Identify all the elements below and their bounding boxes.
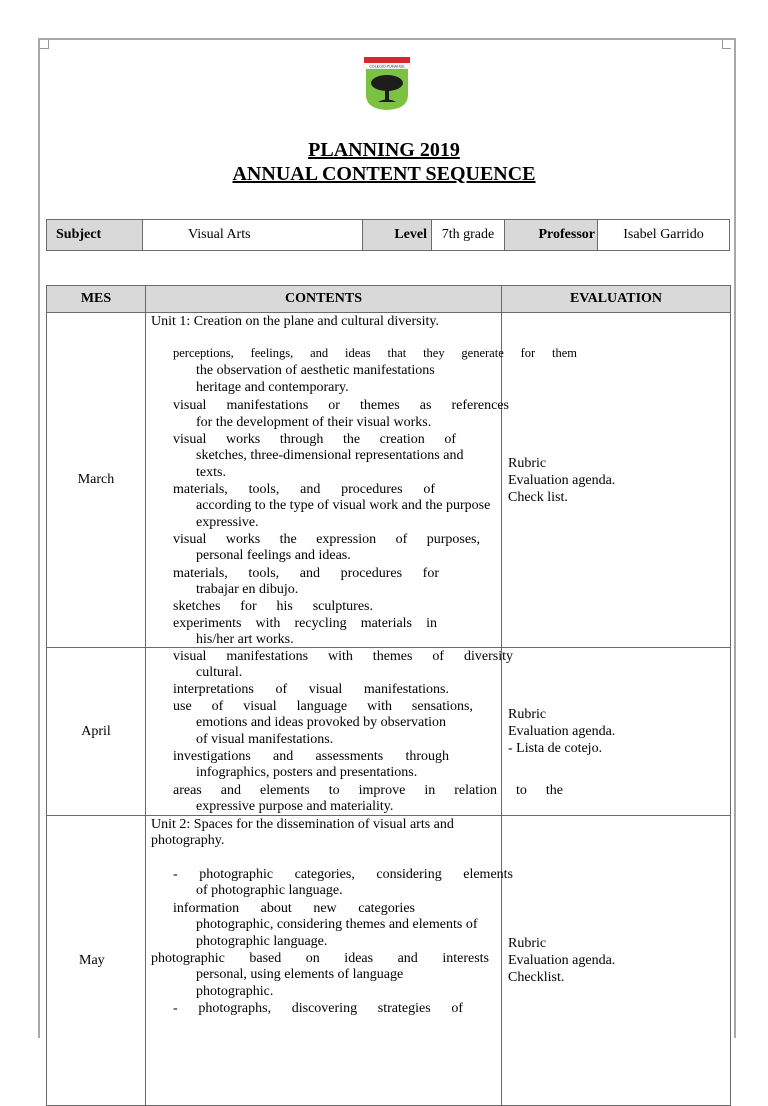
content-line: - photographic categories, considering elements — [173, 867, 513, 882]
subject-label: Subject — [47, 220, 143, 251]
evaluation-cell — [502, 313, 731, 648]
content-line: interpretations of visual manifestations. — [173, 682, 449, 697]
school-logo — [362, 55, 412, 111]
header-evaluation: EVALUATION — [502, 286, 731, 313]
content-line: - photographs, discovering strategies of — [173, 1001, 463, 1016]
content-line: according to the type of visual work and the purpose — [196, 498, 491, 513]
content-line: of visual manifestations. — [196, 732, 334, 747]
content-line: visual works the expression of purposes, — [173, 532, 480, 547]
content-line: sketches for his sculptures. — [173, 599, 373, 614]
evaluation-item: Checklist. — [508, 970, 565, 985]
page-subtitle: ANNUAL CONTENT SEQUENCE — [232, 163, 536, 185]
header-mes: MES — [47, 286, 146, 313]
corner-mark-left — [40, 40, 49, 49]
logo-text: COLEGIO PUMAHUE — [369, 64, 405, 69]
professor-value: Isabel Garrido — [598, 220, 730, 251]
evaluation-item: Check list. — [508, 489, 568, 505]
table-row — [47, 313, 731, 648]
content-line: sketches, three-dimensional representations and — [196, 448, 464, 463]
content-line: information about new categories — [173, 901, 415, 916]
content-line: his/her art works. — [196, 632, 294, 647]
content-line: of photographic language. — [196, 883, 343, 898]
content-line: photographic. — [196, 984, 274, 999]
content-line: photographic, considering themes and elements of — [196, 917, 478, 932]
content-line: the observation of aesthetic manifestations — [196, 363, 435, 378]
evaluation-cell — [502, 816, 731, 1106]
content-line: perceptions, feelings, and ideas that they generate for them — [173, 346, 577, 360]
content-line: Unit 2: Spaces for the dissemination of visual arts and — [151, 817, 454, 832]
evaluation-item: Evaluation agenda. — [508, 953, 616, 968]
corner-mark-right — [722, 40, 731, 49]
content-line: for the development of their visual works. — [196, 415, 432, 430]
table-header-row — [47, 286, 731, 313]
content-line: expressive purpose and materiality. — [196, 799, 394, 814]
content-line: personal feelings and ideas. — [196, 548, 351, 563]
content-line: cultural. — [196, 665, 243, 680]
table-row — [47, 648, 731, 816]
level-value: 7th grade — [432, 220, 505, 251]
month-cell: March — [47, 313, 146, 648]
evaluation-item: Rubric — [508, 455, 547, 471]
content-line: expressive. — [196, 515, 259, 530]
content-table — [46, 285, 731, 1106]
content-line: photography. — [151, 833, 225, 848]
subject-value: Visual Arts — [143, 220, 363, 251]
content-line: visual works through the creation of — [173, 432, 456, 447]
professor-label: Professor — [505, 220, 598, 251]
content-line: use of visual language with sensations, — [173, 699, 473, 714]
month-cell: April — [47, 648, 146, 816]
content-line: materials, tools, and procedures for — [173, 566, 439, 581]
evaluation-item: Evaluation agenda. — [508, 724, 616, 739]
month-cell: May — [47, 816, 146, 1106]
content-line: emotions and ideas provoked by observation — [196, 715, 447, 730]
content-line: personal, using elements of language — [196, 967, 404, 982]
content-line: texts. — [196, 465, 226, 480]
evaluation-item: - Lista de cotejo. — [508, 741, 603, 756]
content-line: materials, tools, and procedures of — [173, 482, 435, 497]
content-line: photographic language. — [196, 934, 328, 949]
content-line: heritage and contemporary. — [196, 380, 349, 395]
content-line: experiments with recycling materials in — [173, 616, 437, 631]
evaluation-item: Evaluation agenda. — [508, 472, 616, 488]
content-line: areas and elements to improve in relation to the — [173, 783, 563, 798]
evaluation-item: Rubric — [508, 936, 547, 951]
evaluation-item: Rubric — [508, 707, 547, 722]
info-table — [46, 219, 730, 251]
content-line: Unit 1: Creation on the plane and cultural diversity. — [151, 314, 439, 329]
content-line: visual manifestations or themes as references — [173, 398, 509, 413]
content-line: trabajar en dibujo. — [196, 582, 299, 597]
level-label: Level — [363, 220, 432, 251]
contents-cell — [146, 816, 513, 1106]
header-contents: CONTENTS — [146, 286, 502, 313]
content-line: infographics, posters and presentations. — [196, 765, 418, 780]
content-line: visual manifestations with themes of diversity — [173, 649, 513, 664]
content-line: photographic based on ideas and interests — [151, 951, 489, 966]
table-row — [47, 816, 731, 1106]
content-line: investigations and assessments through — [173, 749, 449, 764]
page-title: PLANNING 2019 — [308, 139, 460, 161]
